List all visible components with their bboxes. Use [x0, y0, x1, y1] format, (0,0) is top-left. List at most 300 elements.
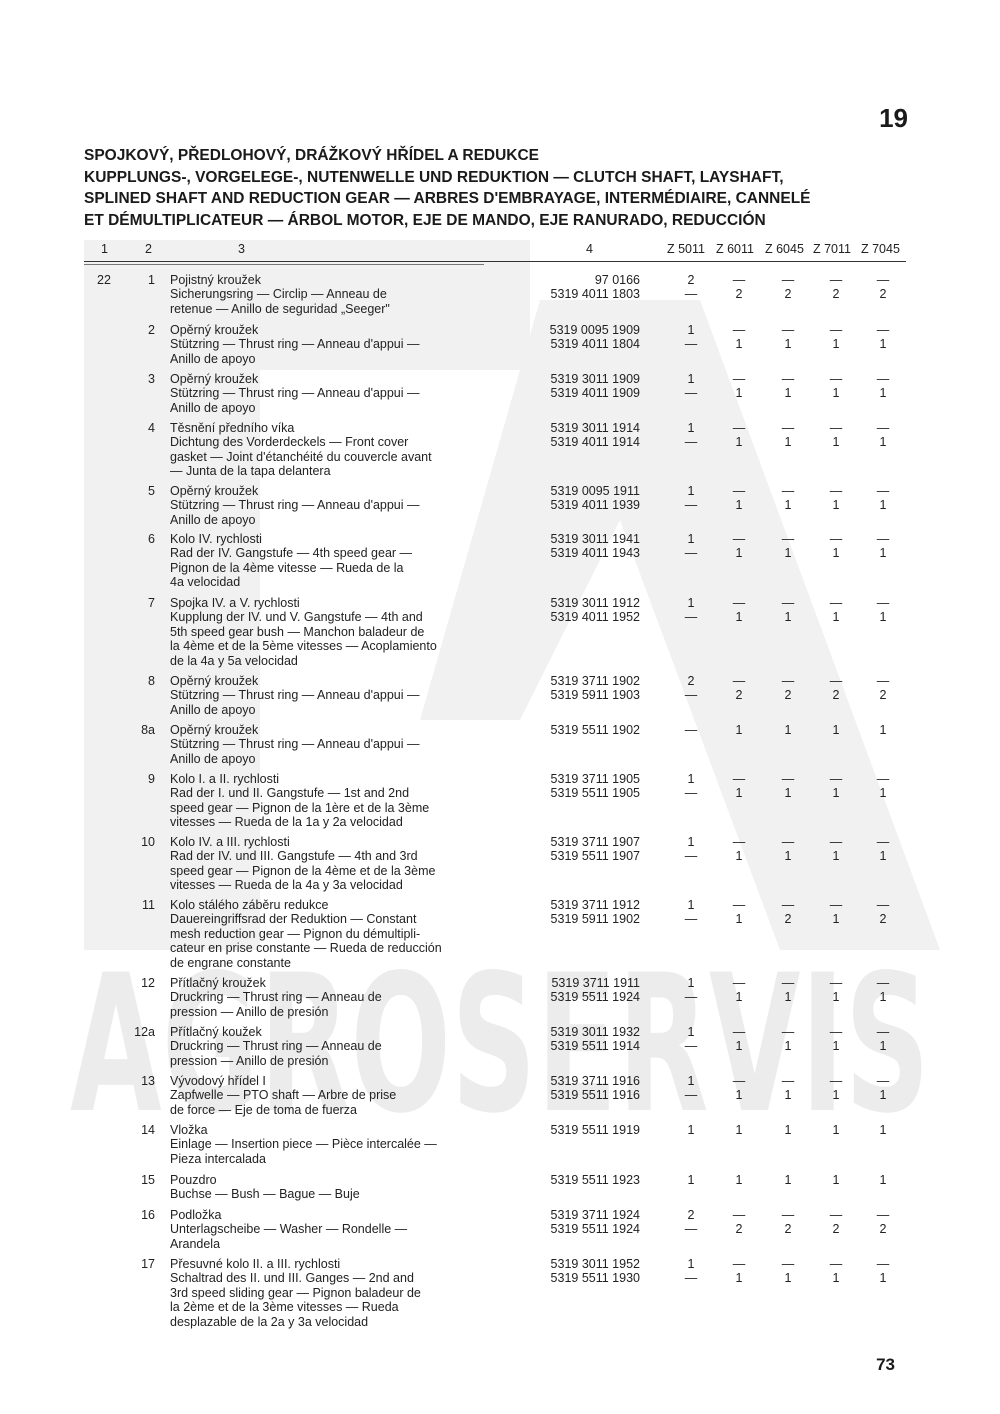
quantity-z6045	[776, 273, 800, 302]
quantity-z6045	[776, 1257, 800, 1286]
part-numbers	[551, 1123, 640, 1137]
part-description	[170, 976, 490, 1019]
part-number: 5319 0095 1911	[550, 484, 640, 498]
quantity-value: —	[876, 898, 890, 912]
quantity-z7045	[871, 898, 895, 927]
part-number: 5319 3011 1909	[550, 372, 640, 386]
description-line: Opěrný kroužek	[170, 484, 259, 498]
description-line: Opěrný kroužek	[170, 674, 259, 688]
quantity-value: —	[829, 1025, 843, 1039]
part-number: 5319 4011 1939	[550, 498, 640, 513]
quantity-z6045	[776, 596, 800, 625]
part-numbers	[551, 372, 640, 401]
quantity-value: —	[781, 674, 795, 688]
quantity-z5011	[679, 596, 703, 625]
quantity-z6011	[727, 772, 751, 801]
description-line: Schaltrad des II. und III. Ganges — 2nd and	[170, 1271, 414, 1286]
quantity-value: —	[732, 484, 746, 498]
column-header-4: 4	[586, 242, 593, 256]
quantity-value: 2	[784, 688, 792, 703]
quantity-value: —	[829, 772, 843, 786]
quantity-z6011	[727, 1074, 751, 1103]
quantity-value: —	[876, 835, 890, 849]
description-line: pression — Anillo de presión	[170, 1004, 329, 1019]
quantity-z7045	[871, 1074, 895, 1103]
quantity-value: 1	[687, 1257, 695, 1271]
quantity-value: —	[732, 1074, 746, 1088]
quantity-value: —	[781, 1025, 795, 1039]
part-number: 5319 5511 1905	[550, 786, 640, 801]
position-number: 16	[141, 1208, 155, 1222]
quantity-z7011	[824, 723, 848, 737]
quantity-z5011	[679, 976, 703, 1005]
quantity-z7011	[824, 596, 848, 625]
quantity-z6011	[727, 835, 751, 864]
quantity-z7045	[871, 596, 895, 625]
quantity-z6045	[776, 835, 800, 864]
quantity-z6045	[776, 1074, 800, 1103]
description-line: — Junta de la tapa delantera	[170, 464, 331, 479]
description-line: vitesses — Rueda de la 1a y 2a velocidad	[170, 815, 403, 830]
description-line: Kolo stálého záběru redukce	[170, 898, 329, 912]
description-line: Spojka IV. a V. rychlosti	[170, 596, 300, 610]
part-number: 97 0166	[594, 273, 640, 287]
quantity-value: 1	[879, 498, 887, 513]
quantity-value: 1	[832, 1123, 840, 1137]
part-number: 5319 5511 1916	[550, 1088, 640, 1103]
header-rule	[84, 261, 906, 262]
quantity-value: 1	[879, 723, 887, 737]
part-number: 5319 5911 1902	[550, 912, 640, 927]
description-line: de engrane constante	[170, 955, 291, 970]
quantity-value: 2	[784, 912, 792, 927]
quantity-value: —	[732, 674, 746, 688]
quantity-z7045	[871, 772, 895, 801]
description-line: Kolo I. a II. rychlosti	[170, 772, 280, 786]
part-numbers	[551, 1025, 640, 1054]
title-line-de-en: KUPPLUNGS-, VORGELEGE-, NUTENWELLE UND REDUKTION — CLUTCH SHAFT, LAYSHAFT,	[84, 168, 784, 186]
quantity-z6011	[727, 1025, 751, 1054]
model-header-z7045: Z 7045	[861, 242, 900, 256]
quantity-value: 1	[832, 337, 840, 352]
quantity-value: 1	[735, 849, 743, 864]
quantity-value: 1	[784, 1123, 792, 1137]
quantity-value: —	[684, 1039, 698, 1054]
quantity-value: —	[876, 421, 890, 435]
quantity-value: 1	[687, 898, 695, 912]
part-description	[170, 674, 490, 717]
quantity-value: —	[876, 596, 890, 610]
quantity-value: —	[829, 1257, 843, 1271]
quantity-z5011	[679, 674, 703, 703]
quantity-value: 1	[735, 786, 743, 801]
quantity-value: 1	[784, 337, 792, 352]
quantity-z6045	[776, 723, 800, 737]
part-number: 5319 3711 1902	[550, 674, 640, 688]
position-number: 12a	[134, 1025, 155, 1039]
quantity-value: —	[876, 273, 890, 287]
header-rule-secondary	[84, 264, 484, 265]
part-number: 5319 5511 1902	[550, 723, 640, 737]
quantity-z7045	[871, 1123, 895, 1137]
quantity-z6011	[727, 976, 751, 1005]
quantity-z6045	[776, 532, 800, 561]
quantity-z7045	[871, 532, 895, 561]
quantity-value: —	[781, 898, 795, 912]
description-line: speed gear — Pignon de la 1ère et de la 3ème	[170, 800, 430, 815]
quantity-value: 1	[687, 372, 695, 386]
quantity-z7045	[871, 976, 895, 1005]
part-numbers	[551, 532, 640, 561]
quantity-value: 1	[784, 723, 792, 737]
quantity-value: —	[781, 273, 795, 287]
quantity-z5011	[679, 484, 703, 513]
part-description	[170, 898, 490, 970]
quantity-value: —	[829, 323, 843, 337]
quantity-value: 1	[687, 772, 695, 786]
quantity-value: 1	[735, 1271, 743, 1286]
quantity-value: 2	[687, 674, 695, 688]
quantity-value: 1	[687, 835, 695, 849]
quantity-value: 2	[879, 688, 887, 703]
quantity-value: —	[684, 786, 698, 801]
quantity-value: —	[684, 990, 698, 1005]
quantity-value: —	[732, 898, 746, 912]
quantity-value: 1	[735, 990, 743, 1005]
description-line: Anillo de apoyo	[170, 512, 256, 527]
quantity-z7045	[871, 674, 895, 703]
quantity-z6045	[776, 1173, 800, 1187]
quantity-value: 1	[687, 1074, 695, 1088]
quantity-value: 1	[879, 610, 887, 625]
quantity-value: —	[781, 532, 795, 546]
description-line: Einlage — Insertion piece — Pièce intercalée —	[170, 1137, 437, 1152]
part-numbers	[551, 1257, 640, 1286]
quantity-value: —	[684, 912, 698, 927]
part-number: 5319 4011 1952	[550, 610, 640, 625]
quantity-z7011	[824, 674, 848, 703]
position-number: 13	[141, 1074, 155, 1088]
description-line: la 2ème et de la 3ème vitesses — Rueda	[170, 1300, 399, 1315]
quantity-value: —	[829, 1208, 843, 1222]
description-line: de la 4a y 5a velocidad	[170, 653, 298, 668]
quantity-z5011	[679, 1074, 703, 1103]
quantity-value: 1	[687, 1173, 695, 1187]
description-line: Pouzdro	[170, 1173, 217, 1187]
quantity-value: 1	[687, 532, 695, 546]
quantity-z5011	[679, 323, 703, 352]
description-line: Opěrný kroužek	[170, 372, 259, 386]
quantity-z6045	[776, 484, 800, 513]
quantity-value: 2	[784, 1222, 792, 1237]
section-titles	[84, 145, 914, 231]
quantity-value: —	[684, 1222, 698, 1237]
quantity-value: 1	[687, 1123, 695, 1137]
quantity-z5011	[679, 1173, 703, 1187]
part-number: 5319 3711 1924	[550, 1208, 640, 1222]
position-number: 15	[141, 1173, 155, 1187]
quantity-value: —	[684, 723, 698, 737]
description-line: Kupplung der IV. und V. Gangstufe — 4th and	[170, 610, 423, 625]
quantity-z6011	[727, 723, 751, 737]
description-line: Kolo IV. rychlosti	[170, 532, 262, 546]
quantity-value: 1	[832, 849, 840, 864]
part-number: 5319 3011 1912	[550, 596, 640, 610]
part-description	[170, 1123, 490, 1166]
part-number: 5319 3711 1907	[550, 835, 640, 849]
quantity-value: 1	[784, 435, 792, 450]
quantity-value: —	[829, 372, 843, 386]
position-number: 10	[141, 835, 155, 849]
quantity-value: 1	[687, 484, 695, 498]
quantity-value: 1	[735, 1123, 743, 1137]
quantity-value: —	[876, 1208, 890, 1222]
position-number: 14	[141, 1123, 155, 1137]
quantity-value: 1	[879, 546, 887, 561]
quantity-value: —	[732, 1025, 746, 1039]
part-numbers	[551, 723, 640, 737]
quantity-z6011	[727, 273, 751, 302]
description-line: la 4ème et de la 5ème vitesses — Acoplamiento	[170, 639, 437, 654]
quantity-value: 1	[687, 1025, 695, 1039]
quantity-z7011	[824, 1123, 848, 1137]
quantity-value: 2	[879, 287, 887, 302]
quantity-z7045	[871, 1173, 895, 1187]
quantity-value: —	[684, 546, 698, 561]
quantity-value: 1	[687, 976, 695, 990]
quantity-value: 1	[832, 1173, 840, 1187]
quantity-value: —	[829, 835, 843, 849]
position-number: 1	[148, 273, 155, 287]
quantity-value: 1	[879, 1173, 887, 1187]
description-line: Přítlačný kroužek	[170, 976, 266, 990]
part-numbers	[551, 1074, 640, 1103]
part-number: 5319 5511 1914	[550, 1039, 640, 1054]
quantity-z6011	[727, 532, 751, 561]
part-numbers	[551, 596, 640, 625]
part-numbers	[551, 674, 640, 703]
part-numbers	[551, 1208, 640, 1237]
quantity-value: —	[781, 484, 795, 498]
quantity-value: —	[781, 1257, 795, 1271]
quantity-z7011	[824, 1257, 848, 1286]
quantity-z6045	[776, 772, 800, 801]
quantity-value: 2	[832, 1222, 840, 1237]
quantity-value: 2	[687, 273, 695, 287]
quantity-z7011	[824, 976, 848, 1005]
position-number: 3	[148, 372, 155, 386]
quantity-value: 1	[832, 1271, 840, 1286]
quantity-value: 1	[784, 1271, 792, 1286]
quantity-z6011	[727, 372, 751, 401]
description-line: Vývodový hřídel I	[170, 1074, 266, 1088]
description-line: Druckring — Thrust ring — Anneau de	[170, 990, 382, 1005]
quantity-z6045	[776, 421, 800, 450]
quantity-z6011	[727, 1123, 751, 1137]
description-line: Stützring — Thrust ring — Anneau d'appui —	[170, 688, 420, 703]
part-number: 5319 5511 1923	[550, 1173, 640, 1187]
quantity-z7045	[871, 484, 895, 513]
part-description	[170, 1208, 490, 1251]
quantity-value: 2	[879, 912, 887, 927]
quantity-value: 2	[879, 1222, 887, 1237]
description-line: Buchse — Bush — Bague — Buje	[170, 1187, 360, 1202]
quantity-value: 2	[735, 688, 743, 703]
description-line: Rad der IV. Gangstufe — 4th speed gear —	[170, 546, 413, 561]
part-number: 5319 4011 1914	[550, 435, 640, 450]
quantity-value: —	[829, 1074, 843, 1088]
column-header-3: 3	[238, 242, 245, 256]
quantity-value: —	[684, 498, 698, 513]
quantity-value: —	[732, 1257, 746, 1271]
quantity-value: —	[781, 1208, 795, 1222]
quantity-z7011	[824, 898, 848, 927]
description-line: Sicherungsring — Circlip — Anneau de	[170, 287, 387, 302]
quantity-z5011	[679, 273, 703, 302]
part-numbers	[551, 484, 640, 513]
quantity-value: 1	[687, 323, 695, 337]
description-line: Podložka	[170, 1208, 222, 1222]
quantity-value: 2	[832, 688, 840, 703]
part-description	[170, 1074, 490, 1117]
quantity-value: 1	[784, 610, 792, 625]
part-description	[170, 421, 490, 479]
quantity-z6045	[776, 976, 800, 1005]
part-number: 5319 3011 1941	[550, 532, 640, 546]
quantity-value: —	[876, 1025, 890, 1039]
quantity-value: —	[876, 674, 890, 688]
quantity-z6011	[727, 596, 751, 625]
quantity-z7011	[824, 484, 848, 513]
quantity-value: 1	[879, 435, 887, 450]
description-line: Pignon de la 4ème vitesse — Rueda de la	[170, 560, 404, 575]
quantity-z6045	[776, 323, 800, 352]
position-number: 17	[141, 1257, 155, 1271]
part-description	[170, 772, 490, 830]
quantity-z6011	[727, 421, 751, 450]
description-line: 5th speed gear bush — Manchon baladeur de	[170, 624, 425, 639]
quantity-z6011	[727, 484, 751, 513]
description-line: speed gear — Pignon de la 4ème et de la 3ème	[170, 863, 436, 878]
quantity-z7045	[871, 835, 895, 864]
quantity-z6045	[776, 372, 800, 401]
quantity-value: 1	[784, 1173, 792, 1187]
part-description	[170, 1257, 490, 1329]
quantity-z7045	[871, 273, 895, 302]
quantity-value: 1	[832, 1088, 840, 1103]
quantity-value: —	[732, 976, 746, 990]
position-number: 7	[148, 596, 155, 610]
part-description	[170, 1025, 490, 1068]
quantity-value: —	[781, 835, 795, 849]
quantity-value: 1	[832, 610, 840, 625]
description-line: Dichtung des Vorderdeckels — Front cover	[170, 435, 409, 450]
description-line: Pieza intercalada	[170, 1151, 266, 1166]
part-description	[170, 273, 490, 316]
quantity-z5011	[679, 772, 703, 801]
quantity-value: 1	[784, 498, 792, 513]
quantity-value: 1	[735, 723, 743, 737]
model-header-z5011: Z 5011	[667, 242, 705, 256]
quantity-value: —	[684, 1271, 698, 1286]
quantity-value: —	[829, 421, 843, 435]
quantity-value: 1	[784, 849, 792, 864]
quantity-value: —	[684, 435, 698, 450]
part-numbers	[550, 323, 640, 352]
quantity-z7011	[824, 1025, 848, 1054]
description-line: Anillo de apoyo	[170, 751, 256, 766]
part-numbers	[551, 421, 640, 450]
description-line: Anillo de apoyo	[170, 702, 256, 717]
position-number: 11	[142, 898, 155, 912]
description-line: mesh reduction gear — Pignon du démultipli-	[170, 926, 421, 941]
quantity-value: —	[876, 323, 890, 337]
quantity-value: —	[876, 1074, 890, 1088]
part-number: 5319 3011 1914	[550, 421, 640, 435]
description-line: Kolo IV. a III. rychlosti	[170, 835, 290, 849]
quantity-value: 1	[832, 912, 840, 927]
quantity-value: —	[684, 386, 698, 401]
quantity-z5011	[679, 532, 703, 561]
quantity-z7011	[824, 1173, 848, 1187]
quantity-z7045	[871, 1208, 895, 1237]
quantity-z7011	[824, 1208, 848, 1237]
part-numbers	[551, 898, 640, 927]
description-line: gasket — Joint d'étanchéité du couvercle avant	[170, 449, 432, 464]
title-line-fr-es: ET DÉMULTIPLICATEUR — ÁRBOL MOTOR, EJE DE MANDO, EJE RANURADO, REDUCCIÓN	[84, 211, 766, 229]
quantity-z7045	[871, 323, 895, 352]
quantity-z6045	[776, 898, 800, 927]
quantity-value: —	[732, 596, 746, 610]
description-line: Rad der IV. und III. Gangstufe — 4th and 3rd	[170, 849, 418, 864]
quantity-z6045	[776, 1208, 800, 1237]
part-number: 5319 3711 1912	[550, 898, 640, 912]
quantity-value: —	[684, 1088, 698, 1103]
quantity-value: —	[781, 372, 795, 386]
quantity-z7011	[824, 273, 848, 302]
quantity-value: 1	[832, 386, 840, 401]
quantity-value: —	[829, 898, 843, 912]
description-line: Stützring — Thrust ring — Anneau d'appui —	[170, 737, 420, 752]
title-line-en-fr: SPLINED SHAFT AND REDUCTION GEAR — ARBRES D'EMBRAYAGE, INTERMÉDIAIRE, CANNELÉ	[84, 190, 811, 207]
quantity-z7045	[871, 421, 895, 450]
quantity-z7011	[824, 1074, 848, 1103]
quantity-value: 1	[832, 990, 840, 1005]
position-number: 8a	[141, 723, 155, 737]
quantity-value: 1	[832, 786, 840, 801]
description-line: Těsnění předního víka	[170, 421, 295, 435]
quantity-value: —	[781, 421, 795, 435]
quantity-value: —	[876, 772, 890, 786]
quantity-value: —	[732, 323, 746, 337]
quantity-value: —	[732, 532, 746, 546]
quantity-value: —	[732, 772, 746, 786]
quantity-value: 1	[832, 498, 840, 513]
description-line: Pojistný kroužek	[170, 273, 262, 287]
part-numbers	[551, 772, 640, 801]
quantity-value: —	[732, 1208, 746, 1222]
quantity-value: 2	[687, 1208, 695, 1222]
quantity-value: —	[876, 1257, 890, 1271]
quantity-value: 1	[784, 1088, 792, 1103]
position-number: 12	[141, 976, 155, 990]
description-line: Přítlačný koužek	[170, 1025, 262, 1039]
quantity-value: —	[829, 484, 843, 498]
description-line: Anillo de apoyo	[170, 400, 256, 415]
position-number: 4	[148, 421, 155, 435]
quantity-z6045	[776, 1025, 800, 1054]
quantity-z5011	[679, 1025, 703, 1054]
